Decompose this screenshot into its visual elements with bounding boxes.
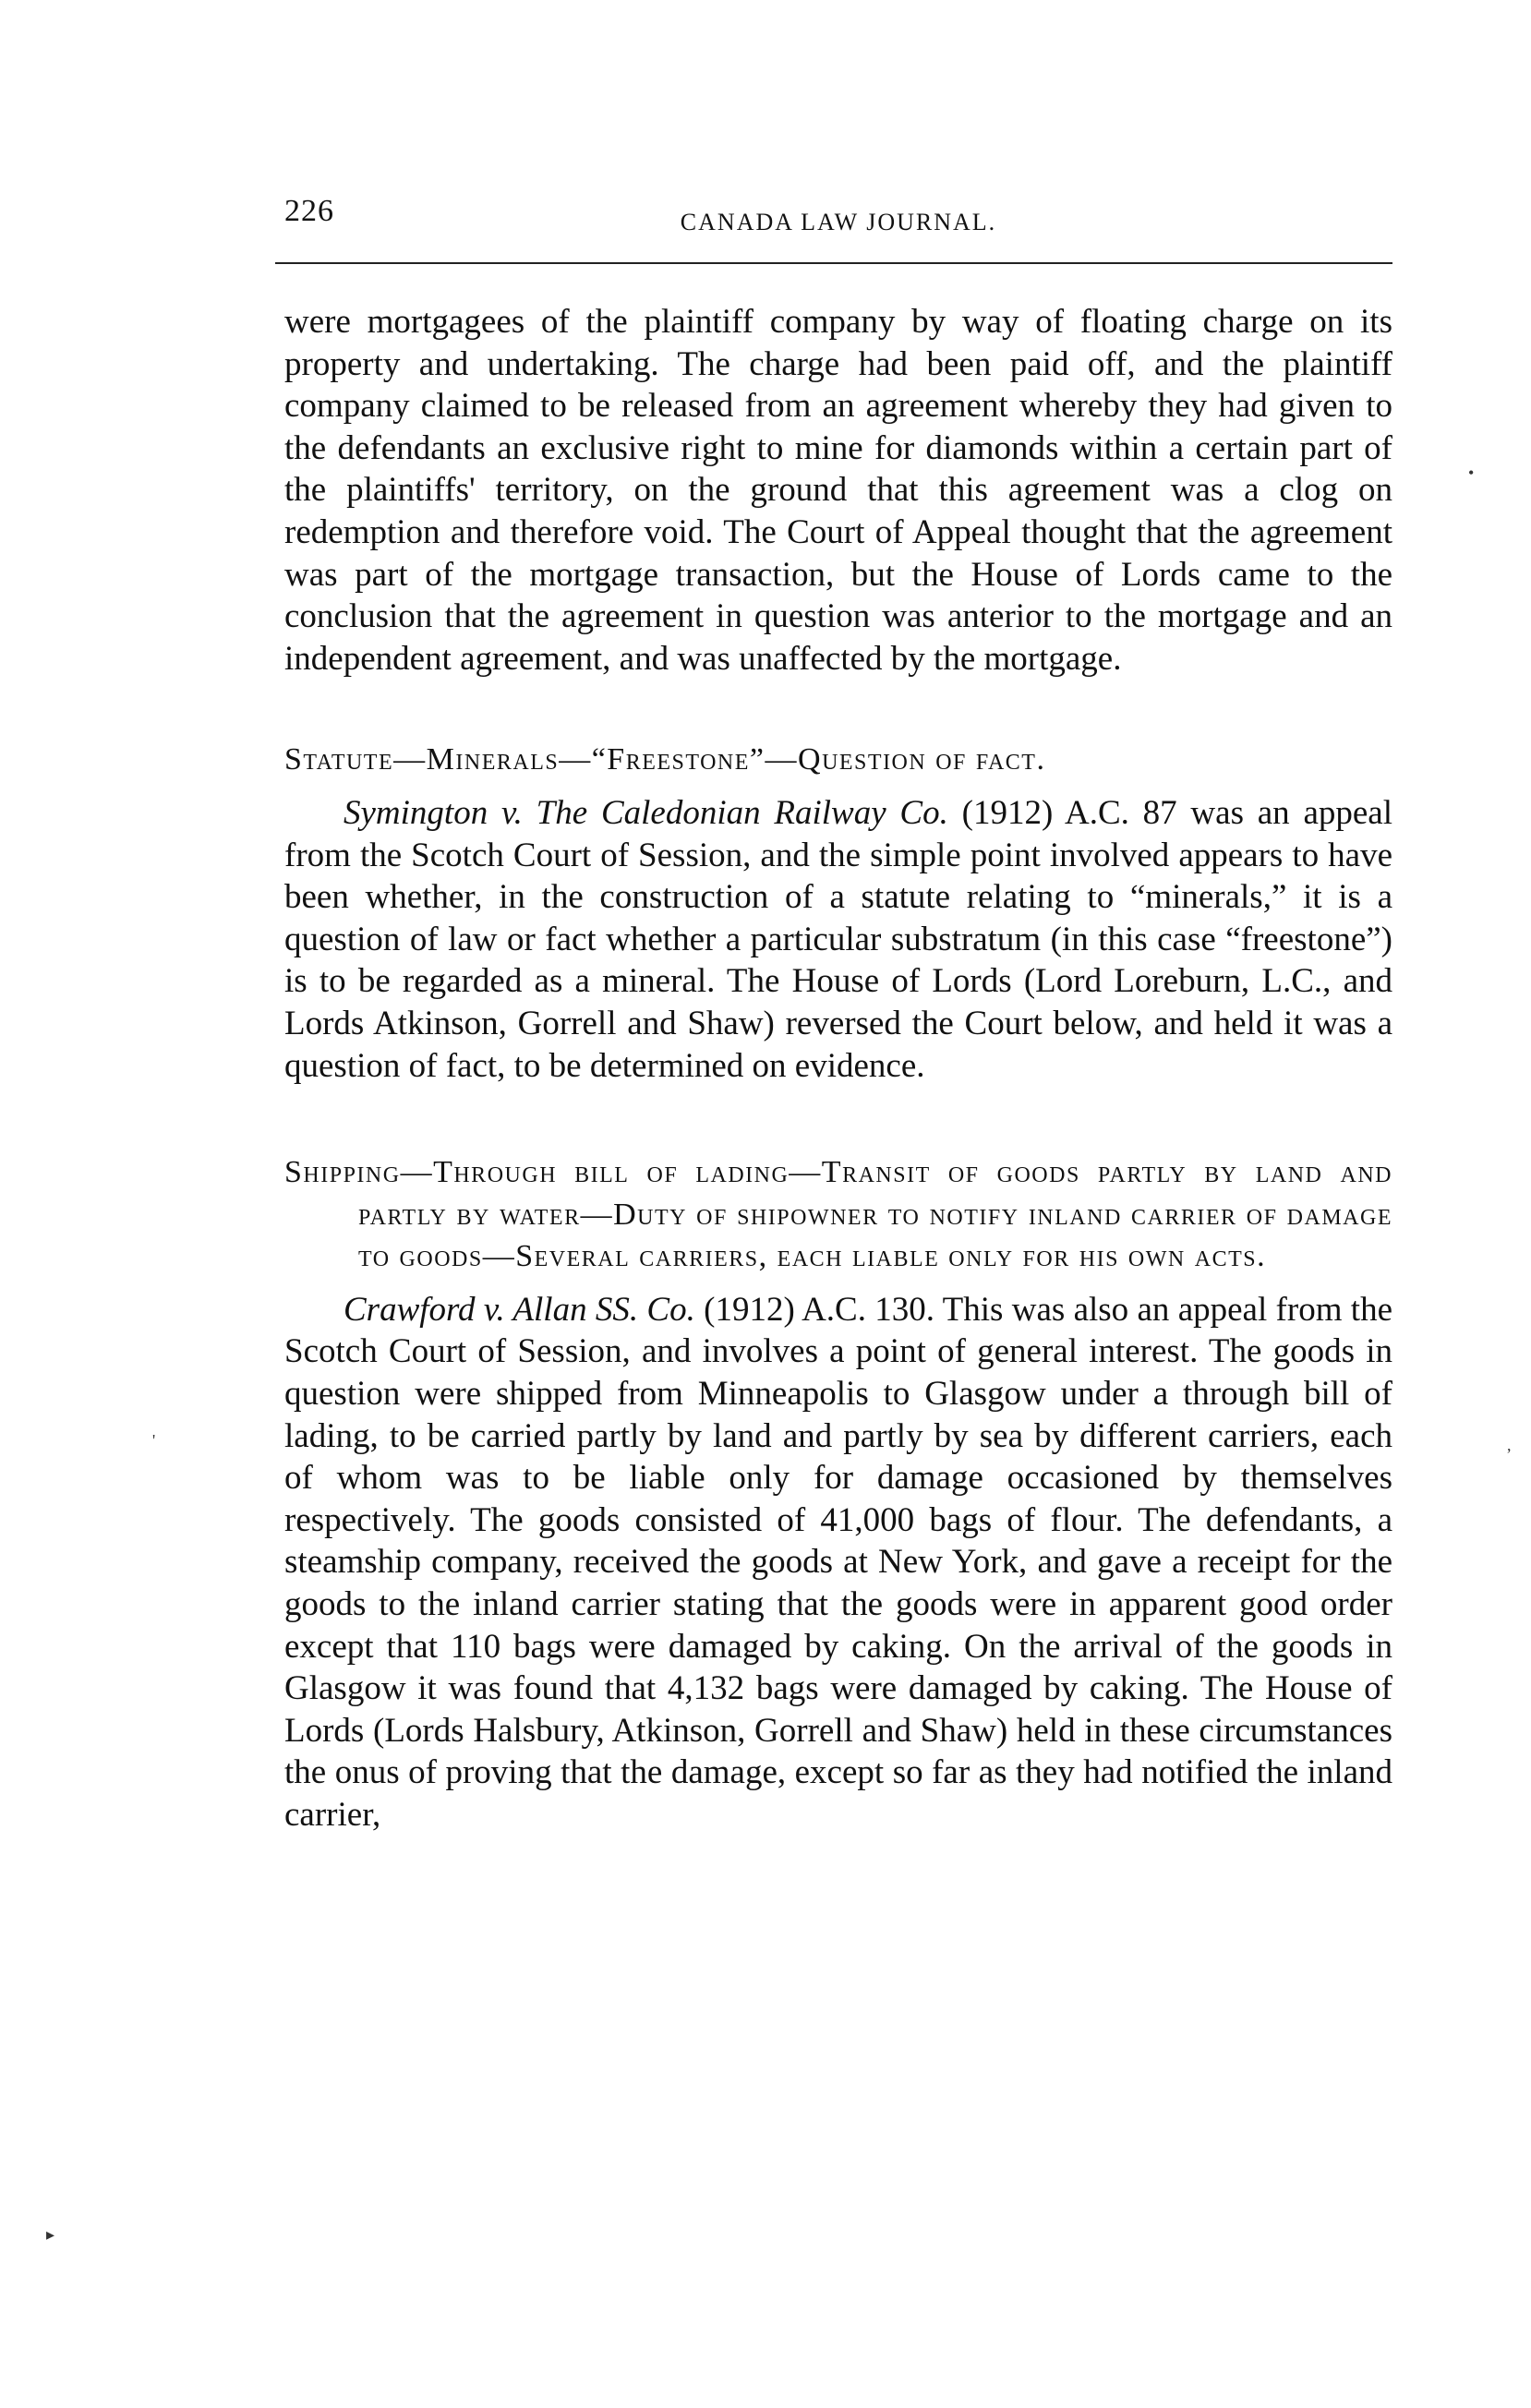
journal-page (284, 185, 1392, 1836)
paragraph-symington-text: (1912) A.C. 87 was an appeal from the Scotch Court of Session, and the simple point involved appears to have been whether, in the construction of a statute relating to “minerals,” it is a question of law or fact whether a particular substratum (in this case “freestone”) is to be regarded as a mineral. The House of Lords (Lord Loreburn, L.C., and Lords Atkinson, Gorrell and Shaw) reversed the Court below, and held it was a question of fact, to be determined on evidence. (284, 793, 1392, 1085)
page-header (284, 185, 1392, 249)
margin-tick: ' (152, 1431, 156, 1450)
paragraph-crawford-text: (1912) A.C. 130. This was also an appeal from the Scotch Court of Session, and involves a point of general interest. The goods in question were shipped from Minneapolis to Glasgow under a through bill of lading, to be carried partly by land and partly by sea by different carriers, each of whom was to be liable only for damage occasioned by themselves respectively. The goods consisted of 41,000 bags of flour. The defendants, a steamship company, received the goods at New York, and gave a receipt for the goods to the inland carrier stating that the goods were in apparent good order except that 110 bags were damaged by caking. On the arrival of the goods in Glasgow it was found that 4,132 bags were damaged by caking. The House of Lords (Lords Halsbury, Atkinson, Gorrell and Shaw) held in these circumstances the onus of proving that the damage, except so far as they had notified the inland carrier, (284, 1290, 1392, 1834)
margin-dot: • (1468, 464, 1475, 482)
header-rule (275, 262, 1392, 264)
margin-tick: , (1507, 1436, 1512, 1454)
section-heading-shipping: Shipping—Through bill of lading—Transit of goods partly by land and partly by water—Duty of shipowner to notify inland carrier of damage to goods—Several carriers, each liable only for his own acts. (284, 1155, 1392, 1274)
case-name-symington: Symington v. The Caledonian Railway Co. (344, 793, 948, 832)
margin-dash: ▸ (46, 2225, 55, 2244)
paragraph-crawford (284, 1289, 1392, 1836)
paragraph-continued: were mortgagees of the plaintiff company by way of floating charge on its property and undertaking. The charge had been paid off, and the plaintiff company claimed to be released from an agreement whereby they had given to the defendants an exclusive right to mine for diamonds within a certain part of the plaintiffs' territory, on the ground that this agreement was a clog on redemption and therefore void. The Court of Appeal thought that the agreement was part of the mortgage transaction, but the House of Lords came to the conclusion that the agreement in question was anterior to the mortgage and an independent agreement, and was unaffected by the mortgage. (284, 303, 1392, 678)
case-name-crawford: Crawford v. Allan SS. Co. (344, 1290, 695, 1329)
running-title: CANADA LAW JOURNAL. (680, 209, 997, 235)
section-heading-statute: Statute—Minerals—“Freestone”—Question of fact. (284, 742, 1046, 777)
paragraph-symington (284, 792, 1392, 1087)
page-number: 226 (284, 194, 334, 228)
